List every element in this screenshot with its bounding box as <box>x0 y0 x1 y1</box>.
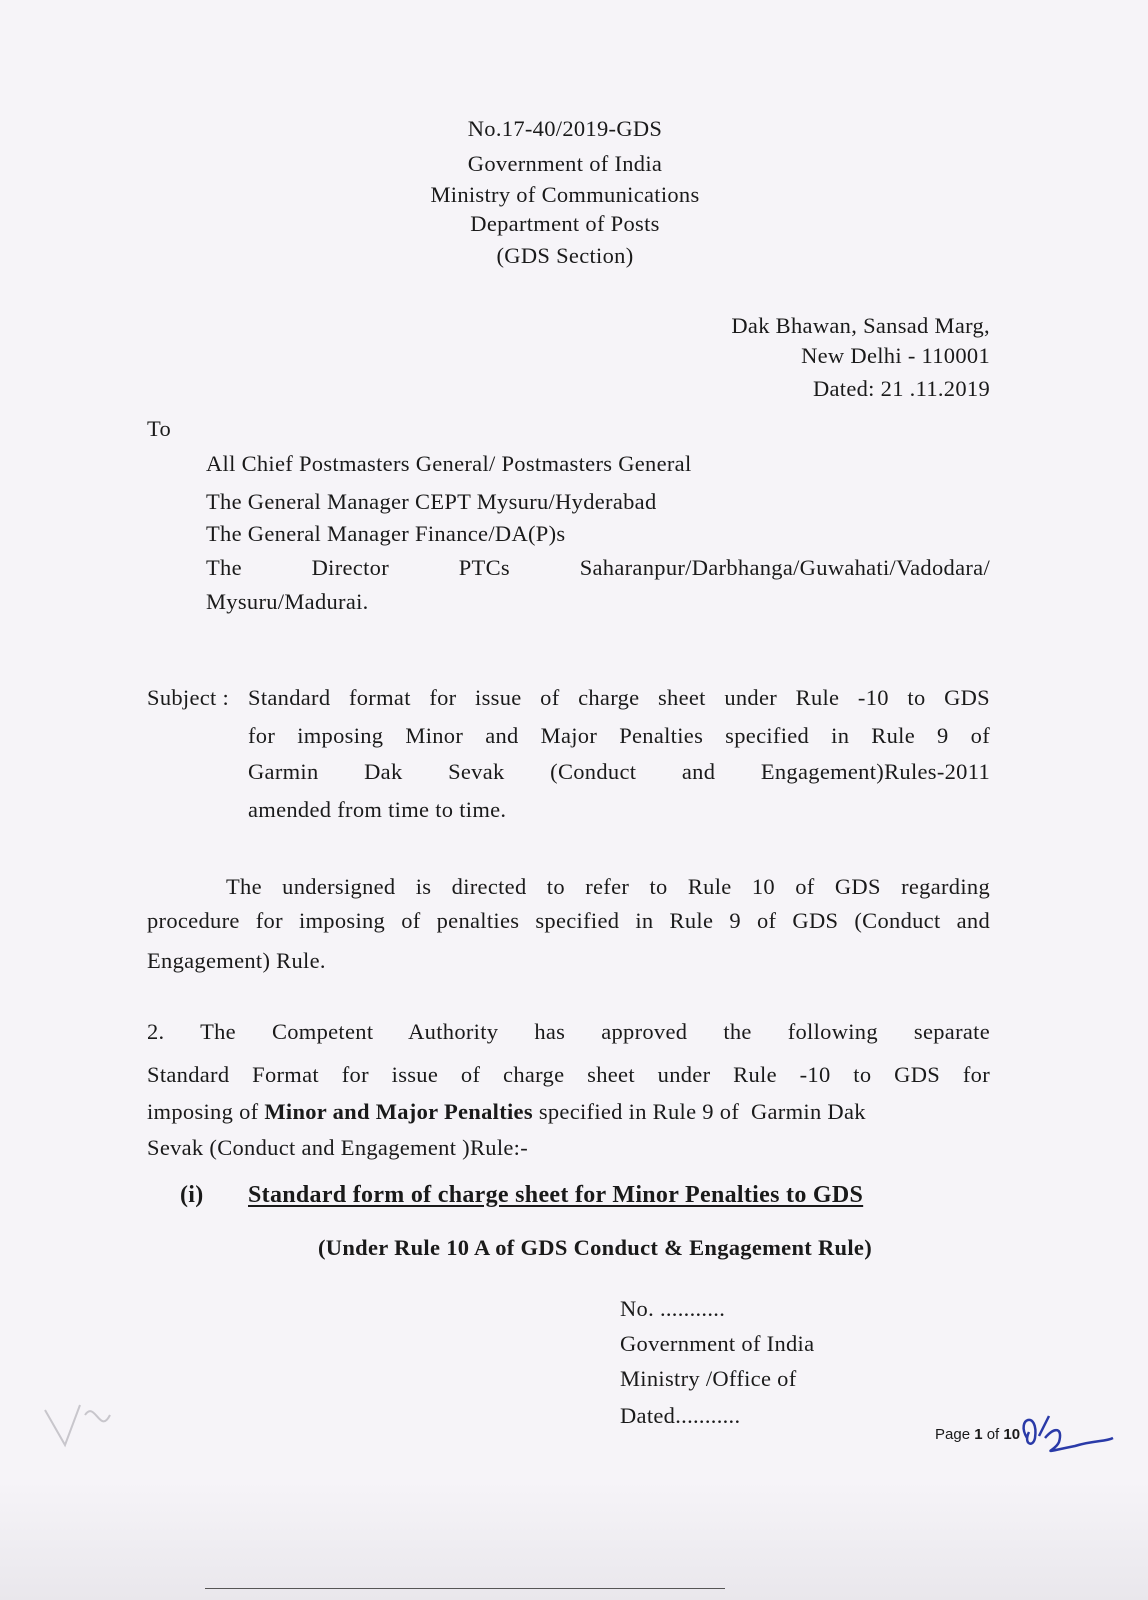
header-line: Ministry of Communications <box>430 182 700 207</box>
subject-line: Standard format for issue of charge sheet under Rule -10 to GDS <box>248 685 990 710</box>
addressee: The General Manager Finance/DA(P)s <box>206 521 566 546</box>
header-line: Department of Posts <box>470 211 660 236</box>
file-number: No.17-40/2019-GDS <box>467 116 663 141</box>
text: Page <box>935 1426 975 1443</box>
paragraph-1-line: procedure for imposing of penalties specified in Rule 9 of GDS (Conduct and <box>147 908 990 933</box>
to-label: To <box>147 416 172 441</box>
paragraph-1-line: Engagement) Rule. <box>147 948 326 973</box>
section-subtitle: (Under Rule 10 A of GDS Conduct & Engagement Rule) <box>318 1235 872 1260</box>
address-line: Dak Bhawan, Sansad Marg, <box>731 313 990 338</box>
text: 10 <box>1003 1426 1021 1443</box>
date-line: Dated: 21 .11.2019 <box>812 376 990 401</box>
text: 1 <box>974 1426 983 1443</box>
text: specified in Rule 9 of Garmin Dak <box>532 1099 866 1124</box>
header-line: (GDS Section) <box>496 243 634 268</box>
text: imposing of <box>147 1099 265 1124</box>
text: of <box>982 1426 1004 1443</box>
addressee: All Chief Postmasters General/ Postmasters General <box>206 451 692 476</box>
addressee: Mysuru/Madurai. <box>206 589 369 614</box>
addressee: The Director PTCs Saharanpur/Darbhanga/Guwahati/Vadodara/ <box>206 555 990 580</box>
paragraph-2-line: Sevak (Conduct and Engagement )Rule:- <box>147 1135 528 1160</box>
subject-label: Subject : <box>147 685 230 710</box>
subject-line: for imposing Minor and Major Penalties specified in Rule 9 of <box>248 723 990 748</box>
subject-line: amended from time to time. <box>248 797 507 822</box>
section-number: (i) <box>180 1182 204 1208</box>
section-title: Standard form of charge sheet for Minor Penalties to GDS <box>248 1182 864 1208</box>
paragraph-2-line <box>147 1101 990 1124</box>
signature-icon <box>1005 1408 1115 1458</box>
initials-mark-icon <box>40 1395 130 1455</box>
form-line: Ministry /Office of <box>620 1366 797 1391</box>
form-line: No. ........... <box>620 1296 726 1321</box>
scan-shadow <box>0 1480 1148 1600</box>
paragraph-2-line: Standard Format for issue of charge sheet under Rule -10 to GDS for <box>147 1062 990 1087</box>
header-line: Government of India <box>467 151 663 176</box>
address-line: New Delhi - 110001 <box>801 343 990 368</box>
paragraph-1-line: The undersigned is directed to refer to Rule 10 of GDS regarding <box>226 874 990 899</box>
divider <box>205 1588 725 1589</box>
addressee: The General Manager CEPT Mysuru/Hyderabad <box>206 489 657 514</box>
bold-text: Minor and Major Penalties <box>264 1099 533 1124</box>
paragraph-2-line: 2. The Competent Authority has approved the following separate <box>147 1019 990 1044</box>
subject-line: Garmin Dak Sevak (Conduct and Engagement)Rules-2011 <box>248 759 990 784</box>
form-line: Government of India <box>620 1331 815 1356</box>
form-line: Dated........... <box>620 1403 741 1428</box>
